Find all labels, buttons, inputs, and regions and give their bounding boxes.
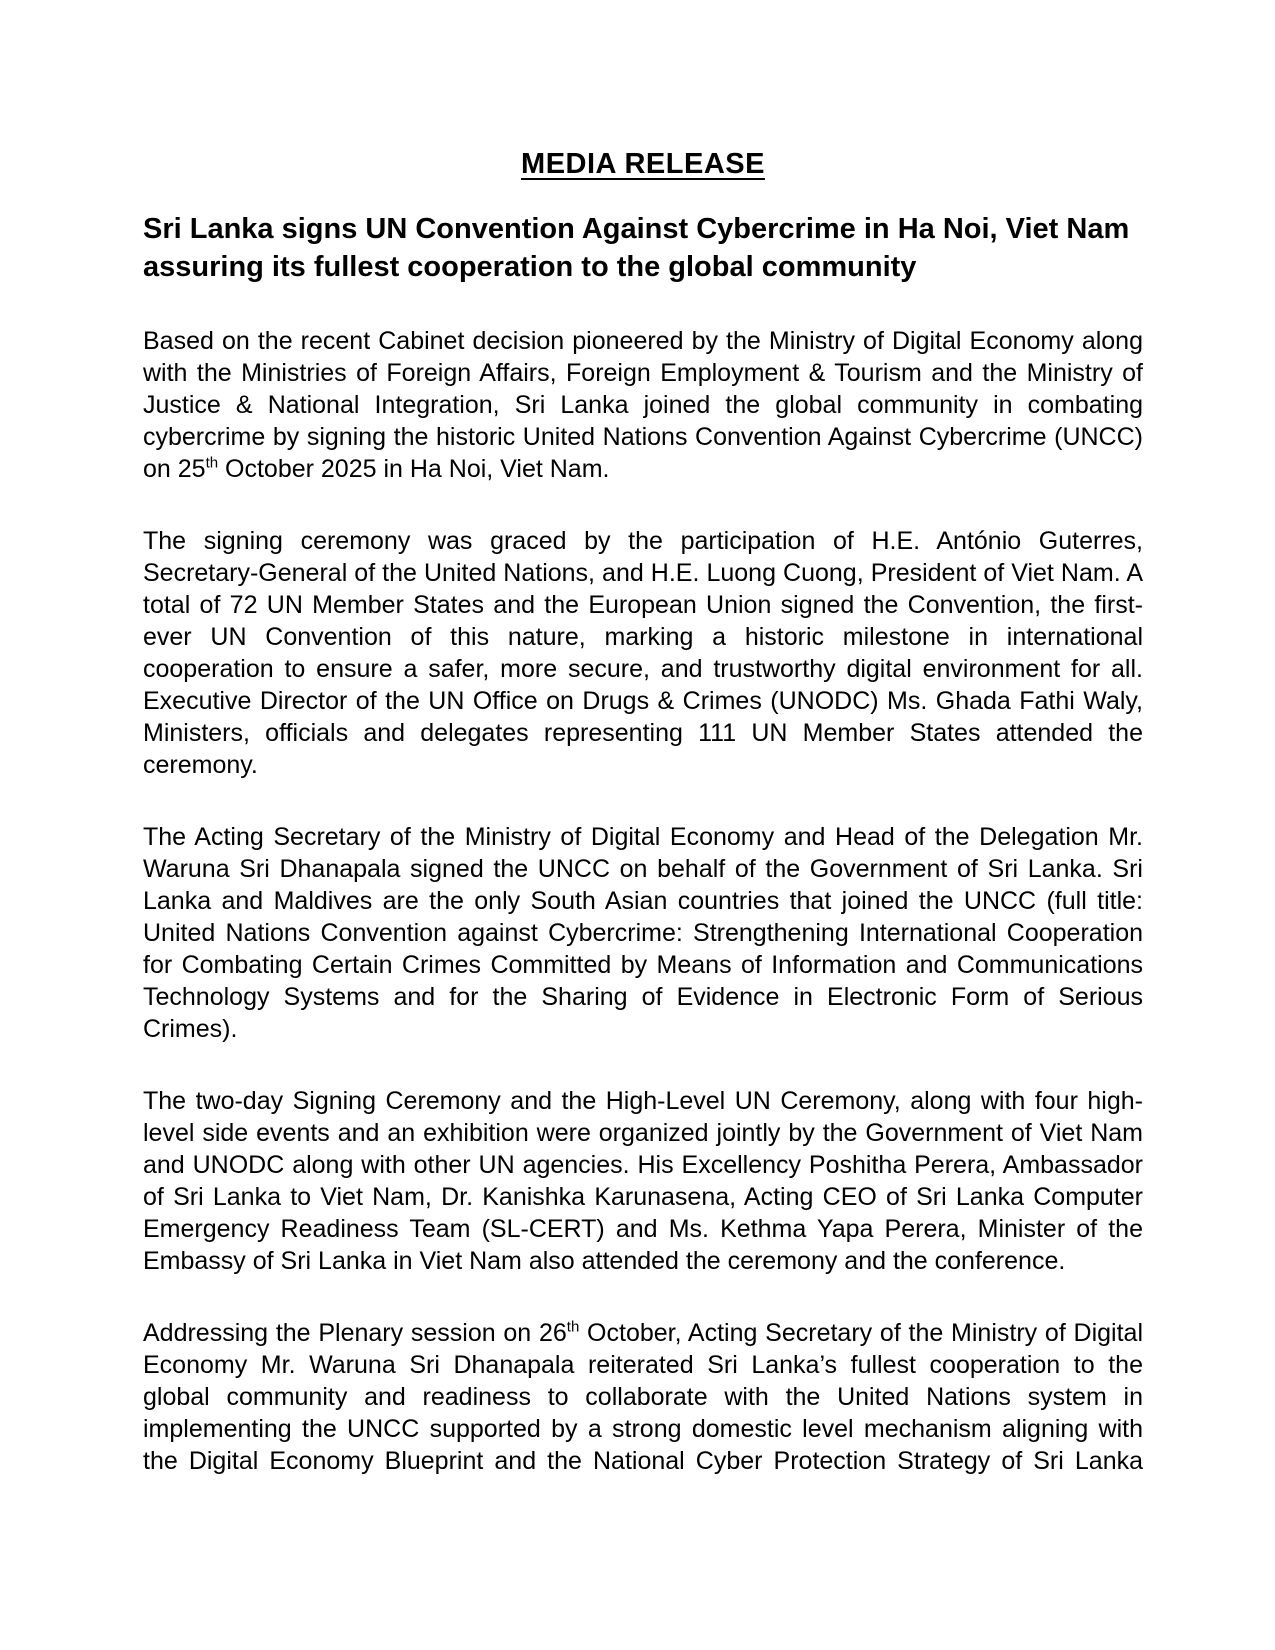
paragraph-text: The signing ceremony was graced by the participation of H.E. António Guterres, Secretary-General of the United Nations, and H.E. Luong Cuong, President of Viet Nam. A total of 72 UN Member States and the European Union signed the Convention, the first-ever UN Convention of this nature, marking a historic milestone in international cooperation to ensure a safer, more secure, and trustworthy digital environment for all. Executive Director of the UN Office on Drugs & Crimes (UNODC) Ms. Ghada Fathi Waly, Ministers, officials and delegates representing 111 UN Member States attended the ceremony. [143,527,1143,779]
paragraph [143,821,1143,1045]
paragraph-text: October, Acting Secretary of the Ministry of Digital Economy Mr. Waruna Sri Dhanapala reiterated Sri Lanka’s fullest cooperation to the global community and readiness to collaborate with the United Nations system in implementing the UNCC supported by a strong domestic level mechanism aligning with the Digital Economy Blueprint and the National Cyber Protection Strategy of Sri Lanka [143,1319,1143,1475]
document-header-text: MEDIA RELEASE [521,148,765,180]
superscript-ordinal: th [205,454,219,472]
paragraph [143,325,1143,485]
document-header [143,145,1143,183]
document-body [143,325,1143,1477]
paragraph [143,1317,1143,1477]
paragraph-text: The two-day Signing Ceremony and the High-Level UN Ceremony, along with four high-level side events and an exhibition were organized jointly by the Government of Viet Nam and UNODC along with other UN agencies. His Excellency Poshitha Perera, Ambassador of Sri Lanka to Viet Nam, Dr. Kanishka Karunasena, Acting CEO of Sri Lanka Computer Emergency Readiness Team (SL-CERT) and Ms. Kethma Yapa Perera, Minister of the Embassy of Sri Lanka in Viet Nam also attended the ceremony and the conference. [143,1087,1143,1275]
paragraph-text: Addressing the Plenary session on 26 [143,1319,567,1347]
paragraph [143,1085,1143,1277]
paragraph-text: Based on the recent Cabinet decision pioneered by the Ministry of Digital Economy along with the Ministries of Foreign Affairs, Foreign Employment & Tourism and the Ministry of Justice & National Integration, Sri Lanka joined the global community in combating cybercrime by signing the historic United Nations Convention Against Cybercrime (UNCC) on 25 [143,327,1143,483]
document-title: Sri Lanka signs UN Convention Against Cybercrime in Ha Noi, Viet Nam assuring its fullest cooperation to the global community [143,213,1130,283]
paragraph-text: The Acting Secretary of the Ministry of Digital Economy and Head of the Delegation Mr. Waruna Sri Dhanapala signed the UNCC on behalf of the Government of Sri Lanka. Sri Lanka and Maldives are the only South Asian countries that joined the UNCC (full title: United Nations Convention against Cybercrime: Strengthening International Cooperation for Combating Certain Crimes Committed by Means of Information and Communications Technology Systems and for the Sharing of Evidence in Electronic Form of Serious Crimes). [143,823,1143,1043]
superscript-ordinal: th [566,1318,580,1336]
paragraph-text: October 2025 in Ha Noi, Viet Nam. [218,455,610,483]
paragraph [143,525,1143,781]
